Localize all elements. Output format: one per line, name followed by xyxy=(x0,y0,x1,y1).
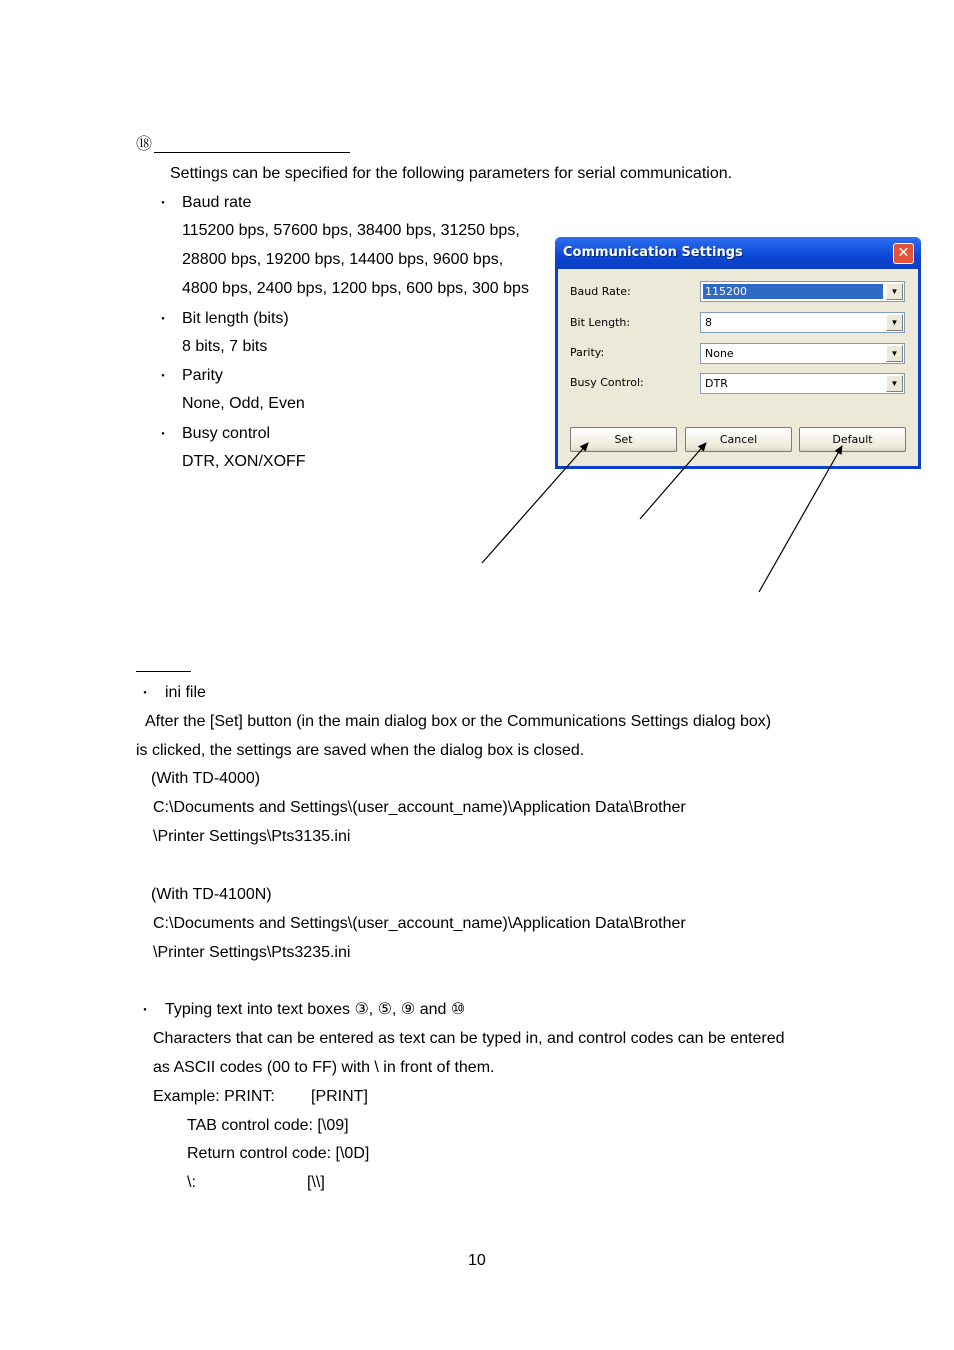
close-icon[interactable]: ✕ xyxy=(893,243,914,264)
td4000-label: (With TD-4000) xyxy=(151,770,261,787)
chevron-down-icon[interactable]: ▼ xyxy=(886,314,903,331)
td4100n-label: (With TD-4100N) xyxy=(151,886,272,903)
baud-rate-values-line: 4800 bps, 2400 bps, 1200 bps, 600 bps, 300 bps xyxy=(182,280,529,297)
set-button[interactable]: Set xyxy=(570,427,677,452)
note-heading-underline xyxy=(136,671,191,672)
item-title-busy-control: Busy control xyxy=(182,425,271,442)
busy-control-values: DTR, XON/XOFF xyxy=(182,453,306,470)
typing-text: as ASCII codes (00 to FF) with \ in front of them. xyxy=(153,1059,495,1076)
bullet-mark: ・ xyxy=(156,426,170,442)
chevron-down-icon[interactable]: ▼ xyxy=(886,345,903,362)
busy-control-label: Busy Control: xyxy=(570,376,644,389)
chevron-down-icon[interactable]: ▼ xyxy=(886,375,903,392)
item-title-baud-rate: Baud rate xyxy=(182,194,252,211)
baud-rate-value: 115200 xyxy=(703,284,883,299)
parity-values: None, Odd, Even xyxy=(182,395,305,412)
arrow-to-default-button xyxy=(759,446,842,592)
baud-rate-values-line: 115200 bps, 57600 bps, 38400 bps, 31250 bps, xyxy=(182,222,520,239)
ini-file-title: ini file xyxy=(165,684,206,701)
item-title-bit-length: Bit length (bits) xyxy=(182,310,289,327)
td4000-path: \Printer Settings\Pts3135.ini xyxy=(153,828,351,845)
example-label: Example: PRINT: xyxy=(153,1088,275,1105)
backslash-label: \: xyxy=(187,1174,196,1191)
bullet-mark: ・ xyxy=(156,311,170,327)
backslash-value: [\\] xyxy=(307,1174,325,1191)
td4000-path: C:\Documents and Settings\(user_account_name)\Application Data\Brother xyxy=(153,799,686,816)
section-number: ⑱ xyxy=(136,136,153,153)
baud-rate-values-line: 28800 bps, 19200 bps, 14400 bps, 9600 bps, xyxy=(182,251,504,268)
bullet-mark: ・ xyxy=(156,195,170,211)
td4100n-path: C:\Documents and Settings\(user_account_name)\Application Data\Brother xyxy=(153,915,686,932)
return-control-code: Return control code: [\0D] xyxy=(187,1145,370,1162)
cancel-button[interactable]: Cancel xyxy=(685,427,792,452)
td4100n-path: \Printer Settings\Pts3235.ini xyxy=(153,944,351,961)
baud-rate-label: Baud Rate: xyxy=(570,285,631,298)
dialog-title: Communication Settings xyxy=(563,245,743,260)
default-button[interactable]: Default xyxy=(799,427,906,452)
typing-title: Typing text into text boxes ③, ⑤, ⑨ and ⑩ xyxy=(165,1001,466,1018)
example-value: [PRINT] xyxy=(311,1088,368,1105)
bullet-mark: ・ xyxy=(138,685,152,701)
arrow-to-set-button xyxy=(482,443,588,563)
typing-text: Characters that can be entered as text can be typed in, and control codes can be entered xyxy=(153,1030,785,1047)
ini-file-text: After the [Set] button (in the main dialog box or the Communications Settings dialog box) xyxy=(145,713,772,730)
ini-file-text: is clicked, the settings are saved when the dialog box is closed. xyxy=(136,742,585,759)
bit-length-label: Bit Length: xyxy=(570,316,631,329)
parity-label: Parity: xyxy=(570,346,605,359)
tab-control-code: TAB control code: [\09] xyxy=(187,1117,349,1134)
section-intro: Settings can be specified for the following parameters for serial communication. xyxy=(170,165,733,182)
bit-length-value: 8 xyxy=(705,316,712,329)
bit-length-values: 8 bits, 7 bits xyxy=(182,338,268,355)
item-title-parity: Parity xyxy=(182,367,223,384)
busy-control-value: DTR xyxy=(705,377,728,390)
chevron-down-icon[interactable]: ▼ xyxy=(886,283,903,300)
page-number: 10 xyxy=(468,1252,486,1269)
bullet-mark: ・ xyxy=(156,368,170,384)
parity-value: None xyxy=(705,347,734,360)
arrow-to-cancel-button xyxy=(640,443,706,519)
bullet-mark: ・ xyxy=(138,1002,152,1018)
